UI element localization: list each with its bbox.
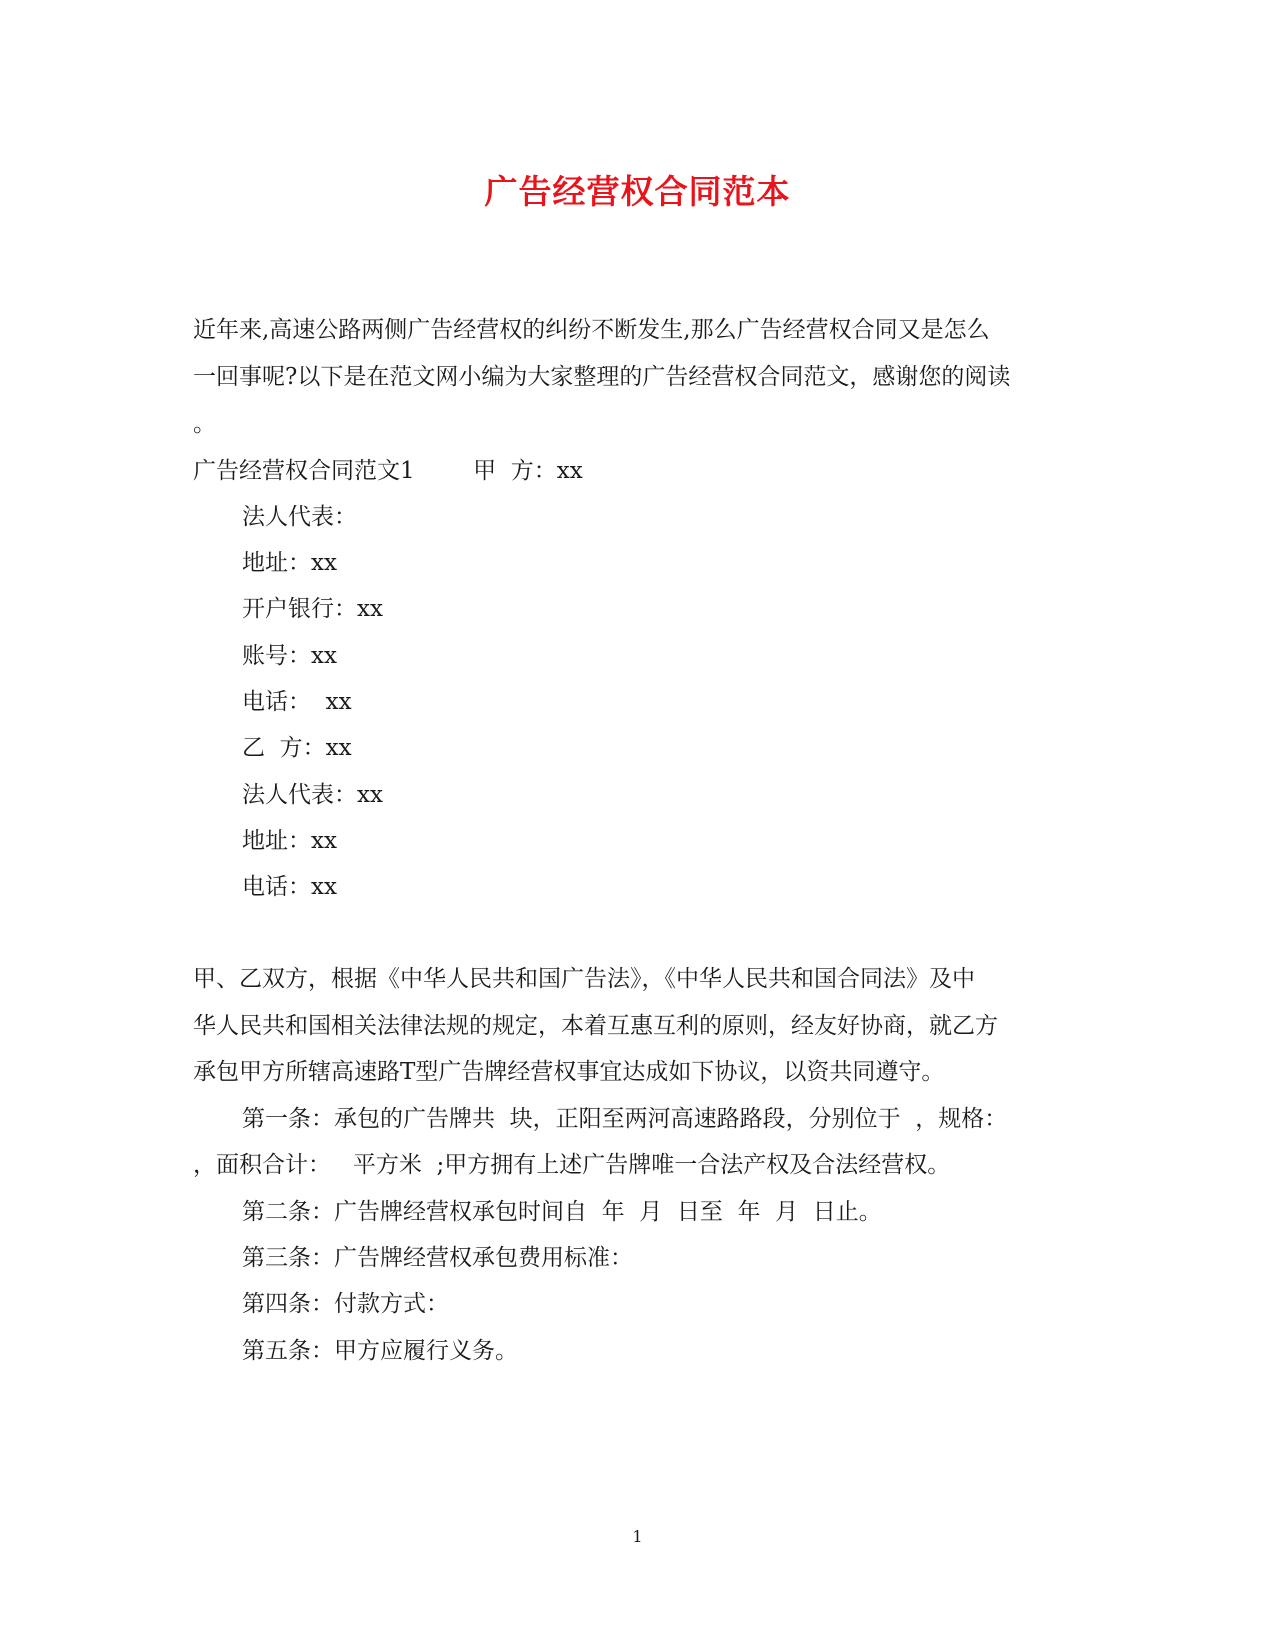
preamble-line-1: 甲、乙双方，根据《中华人民共和国广告法》，《中华人民共和国合同法》及中: [193, 966, 975, 992]
party-a-account: 账号：xx: [242, 643, 337, 669]
article-2: 第二条：广告牌经营权承包时间自 年 月 日至 年 月 日止。: [242, 1199, 882, 1225]
contract-heading-line: 广告经营权合同范文1 甲 方：xx: [193, 458, 583, 484]
page-number: 1: [632, 1527, 643, 1546]
article-1-line-2: ，面积合计： 平方米 ;甲方拥有上述广告牌唯一合法产权及合法经营权。: [193, 1152, 951, 1178]
party-a-legal-rep: 法人代表：: [242, 504, 357, 530]
article-5: 第五条：甲方应履行义务。: [242, 1338, 518, 1364]
document-title: 广告经营权合同范本: [484, 172, 791, 211]
party-a-bank: 开户银行：xx: [242, 596, 383, 622]
article-4: 第四条：付款方式：: [242, 1291, 449, 1317]
party-b-legal-rep: 法人代表：xx: [242, 782, 383, 808]
intro-line-1: 近年来,高速公路两侧广告经营权的纠纷不断发生,那么广告经营权合同又是怎么: [193, 317, 990, 343]
party-a-phone: 电话： xx: [242, 689, 352, 715]
party-b-name: 乙 方：xx: [242, 735, 352, 761]
intro-line-3: 。: [193, 411, 216, 437]
party-b-phone: 电话：xx: [242, 874, 337, 900]
intro-line-2: 一回事呢?以下是在范文网小编为大家整理的广告经营权合同范文，感谢您的阅读: [193, 364, 1011, 390]
party-b-address: 地址：xx: [242, 828, 337, 854]
article-3: 第三条：广告牌经营权承包费用标准：: [242, 1245, 633, 1271]
preamble-line-2: 华人民共和国相关法律法规的规定，本着互惠互利的原则，经友好协商，就乙方: [193, 1013, 998, 1039]
article-1-line-1: 第一条：承包的广告牌共 块，正阳至两河高速路路段，分别位于 ，规格：: [242, 1106, 1008, 1132]
preamble-line-3: 承包甲方所辖高速路T型广告牌经营权事宜达成如下协议，以资共同遵守。: [193, 1059, 945, 1085]
party-a-address: 地址：xx: [242, 550, 337, 576]
